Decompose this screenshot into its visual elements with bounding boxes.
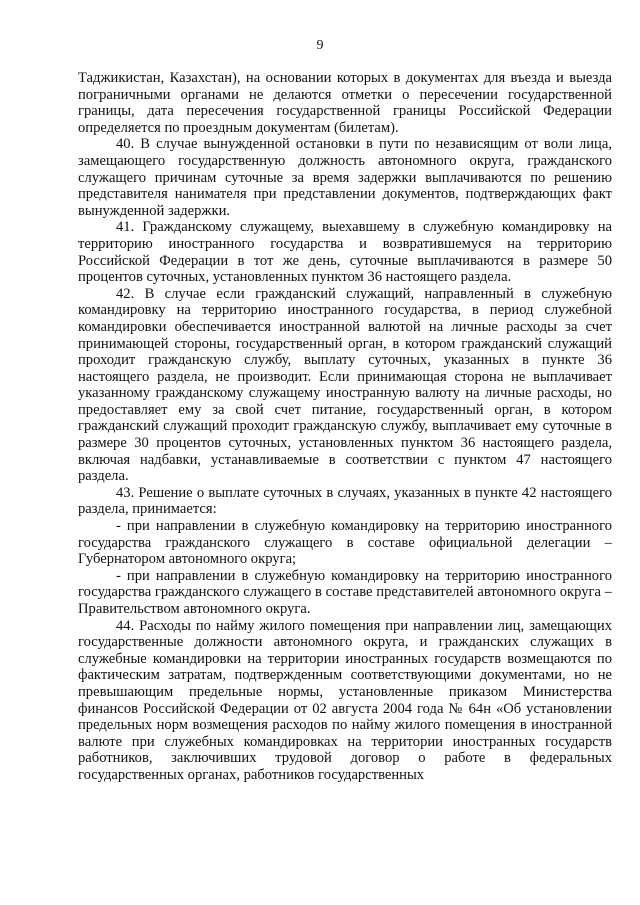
paragraph-40: 40. В случае вынужденной остановки в пути по независящим от воли лица, замещающего государственную должность автономного округа, гражданского служащего причинам суточные за время задержки выплачиваются по решению представителя нанимателя при представлении документов, подтверждающих факт вынужденной задержки. bbox=[78, 136, 612, 219]
document-body bbox=[78, 70, 612, 784]
paragraph-43: 43. Решение о выплате суточных в случаях, указанных в пункте 42 настоящего раздела, принимается: bbox=[78, 484, 612, 518]
paragraph-42: 42. В случае если гражданский служащий, направленный в служебную командировку на территорию иностранного государства, в период служебной командировки обеспечивается иностранной валютой на личные расходы за счет принимающей стороны, государственный орган, в котором гражданский служащий проходит гражданскую службу, выплату суточных, указанных в пункте 36 настоящего раздела, не производит. Если принимающая сторона не выплачивает указанному гражданскому служащему иностранную валюту на личные расходы, но предоставляет ему за свой счет питание, государственный орган, в котором гражданский служащий проходит гражданскую службу, выплачивает ему суточные в размере 30 процентов суточных, установленных пунктом 36 настоящего раздела, включая надбавки, устанавливаемые в соответствии с пунктом 47 настоящего раздела. bbox=[78, 285, 612, 485]
page-number: 9 bbox=[316, 38, 324, 53]
list-item-official-delegation: - при направлении в служебную командировку на территорию иностранного государства гражданского служащего в составе официальной делегации – Губернатором автономного округа; bbox=[78, 518, 612, 568]
paragraph-41: 41. Гражданскому служащему, выехавшему в служебную командировку на территорию иностранного государства и возвратившемуся на территорию Российской Федерации в тот же день, суточные выплачиваются в размере 50 процентов суточных, установленных пунктом 36 настоящего раздела. bbox=[78, 219, 612, 286]
list-item-representatives: - при направлении в служебную командировку на территорию иностранного государства гражданского служащего в составе представителей автономного округа – Правительством автономного округа. bbox=[78, 567, 612, 617]
paragraph-continuation: Таджикистан, Казахстан), на основании которых в документах для въезда и выезда пограничными органами не делаются отметки о пересечении государственной границы, дата пересечения государственной границы Российской Федерации определяется по проездным документам (билетам). bbox=[78, 70, 612, 136]
paragraph-44: 44. Расходы по найму жилого помещения при направлении лиц, замещающих государственные должности автономного округа, и гражданских служащих в служебные командировки на территории иностранных государств возмещаются по фактическим затратам, подтвержденным соответствующими документами, но не превышающим предельные нормы, установленные приказом Министерства финансов Российской Федерации от 02 августа 2004 года № 64н «Об установлении предельных норм возмещения расходов по найму жилого помещения в иностранной валюте при служебных командировках на территории иностранных государств работников, заключивших трудовой договор о работе в федеральных государственных органах, работников государственных bbox=[78, 617, 612, 783]
